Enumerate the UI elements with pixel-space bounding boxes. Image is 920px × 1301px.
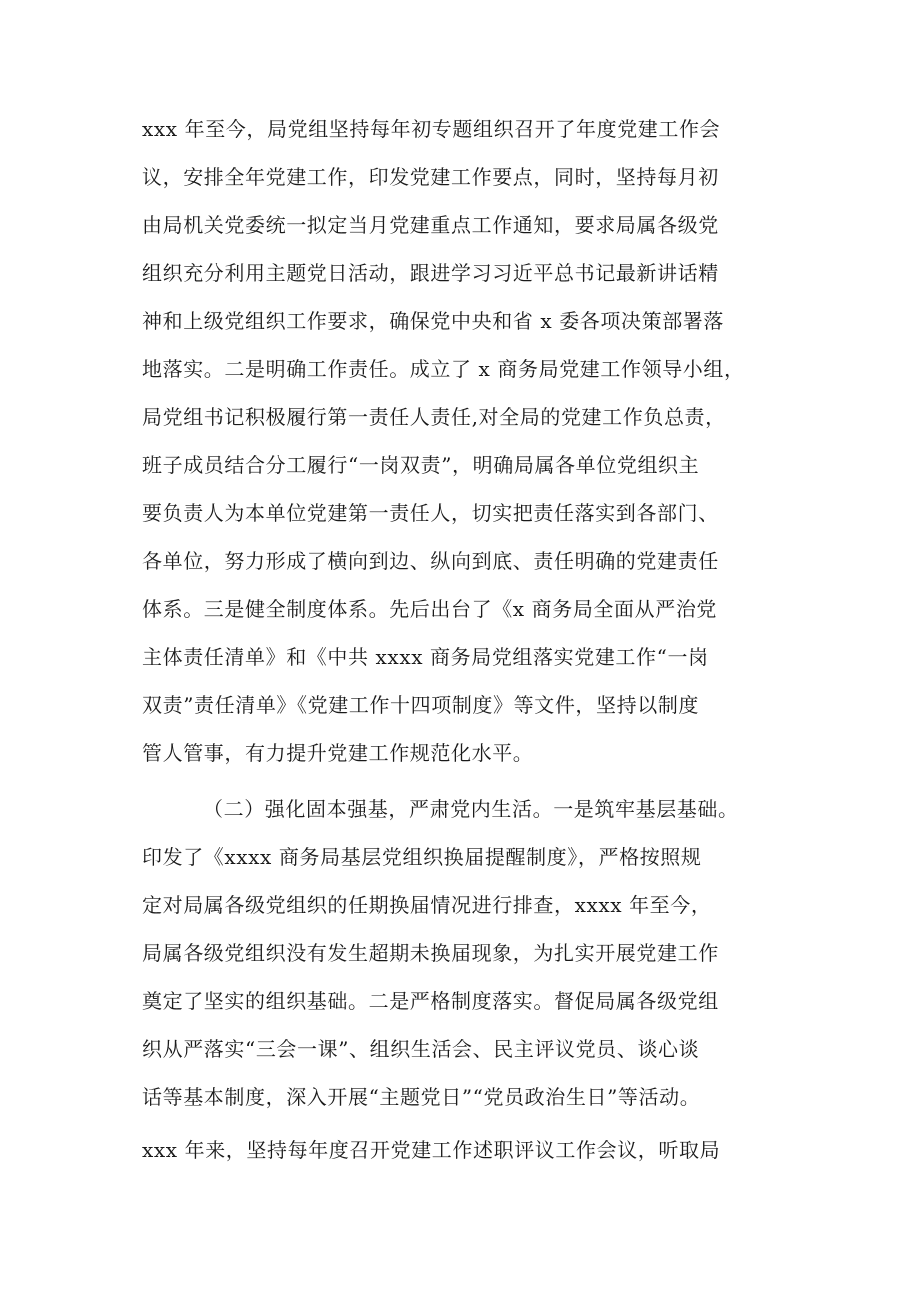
text-line: 定对局属各级党组织的任期换届情况进行排查，xxxx 年至今， [142,893,712,917]
text-line: xxx 年来，坚持每年度召开党建工作述职评议工作会议，听取局 [142,1138,721,1162]
text-line: 印发了《xxxx 商务局基层党组织换届提醒制度》，严格按照规 [142,845,702,869]
text-line: 话等基本制度，深入开展“主题党日”“党员政治生日”等活动。 [142,1085,701,1109]
text-line: 主体责任清单》和《中共 xxxx 商务局党组落实党建工作“一岗 [142,645,709,669]
text-line: 局属各级党组织没有发生超期未换届现象，为扎实开展党建工作 [142,941,719,965]
text-line: 要负责人为本单位党建第一责任人，切实把责任落实到各部门、 [142,501,719,525]
text-line: 体系。三是健全制度体系。先后出台了《x 商务局全面从严治党 [142,597,718,621]
text-line: 神和上级党组织工作要求，确保党中央和省 x 委各项决策部署落 [142,309,724,333]
text-line: 班子成员结合分工履行“一岗双责”，明确局属各单位党组织主 [142,453,700,477]
text-line: 双责”责任清单》《党建工作十四项制度》等文件，坚持以制度 [142,693,700,717]
text-line: 议，安排全年党建工作，印发党建工作要点，同时，坚持每月初 [142,165,719,189]
text-line: 奠定了坚实的组织基础。二是严格制度落实。督促局属各级党组 [142,989,719,1013]
text-line: 由局机关党委统一拟定当月党建重点工作通知，要求局属各级党 [142,213,719,237]
text-line: 管人管事，有力提升党建工作规范化水平。 [142,741,534,765]
text-line: 组织充分利用主题党日活动，跟进学习习近平总书记最新讲话精 [142,261,719,285]
text-line: 织从严落实“三会一课”、组织生活会、民主评议党员、谈心谈 [142,1037,700,1061]
text-line: 地落实。二是明确工作责任。成立了 x 商务局党建工作领导小组， [142,357,745,381]
text-line: xxx 年至今，局党组坚持每年初专题组织召开了年度党建工作会 [142,117,721,141]
text-line: 局党组书记积极履行第一责任人责任,对全局的党建工作负总责， [142,405,726,429]
text-line: 各单位，努力形成了横向到边、纵向到底、责任明确的党建责任 [142,549,719,573]
section-heading-line: （二）强化固本强基，严肃党内生活。一是筑牢基层基础。 [203,797,739,821]
